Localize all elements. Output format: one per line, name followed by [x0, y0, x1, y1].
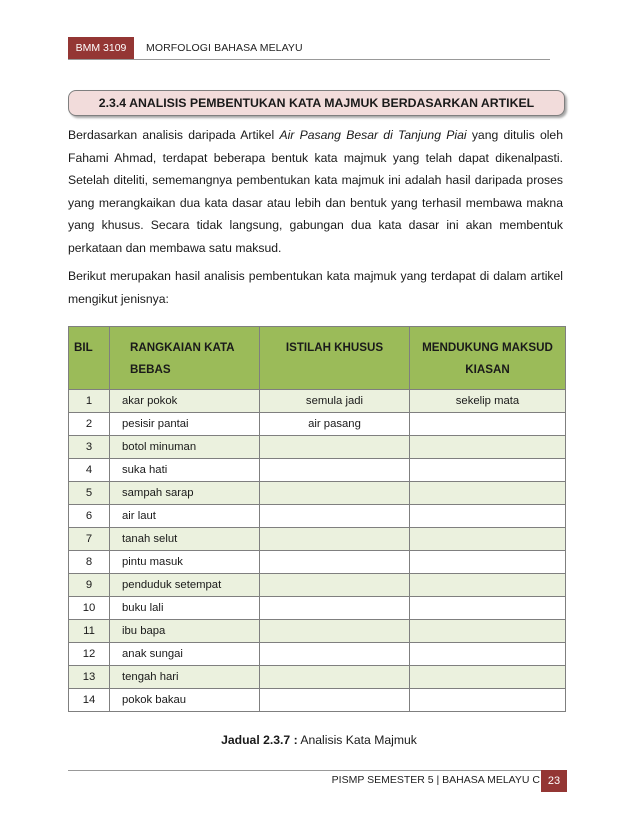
- cell-istilah: [260, 597, 410, 620]
- cell-kiasan: [410, 413, 566, 436]
- table-row: [69, 620, 566, 643]
- cell-kiasan: [410, 551, 566, 574]
- cell-bil: 12: [69, 643, 110, 666]
- cell-bil: 5: [69, 482, 110, 505]
- cell-bil: 11: [69, 620, 110, 643]
- table-row: [69, 390, 566, 413]
- cell-bil: 4: [69, 459, 110, 482]
- cell-bil: 2: [69, 413, 110, 436]
- cell-istilah: semula jadi: [260, 390, 410, 413]
- analysis-table: [68, 326, 566, 712]
- cell-kiasan: [410, 574, 566, 597]
- cell-rangkaian: tanah selut: [110, 528, 260, 551]
- page-number: 23: [547, 775, 561, 787]
- cell-rangkaian: tengah hari: [110, 666, 260, 689]
- header-kiasan: MENDUKUNG MAKSUD KIASAN: [410, 327, 566, 390]
- table-row: [69, 551, 566, 574]
- cell-kiasan: sekelip mata: [410, 390, 566, 413]
- cell-kiasan: [410, 689, 566, 712]
- cell-rangkaian: akar pokok: [110, 390, 260, 413]
- cell-bil: 9: [69, 574, 110, 597]
- table-row: [69, 643, 566, 666]
- cell-istilah: [260, 528, 410, 551]
- table-row: [69, 459, 566, 482]
- cell-istilah: [260, 643, 410, 666]
- cell-rangkaian: buku lali: [110, 597, 260, 620]
- caption-label: Jadual 2.3.7 :: [221, 733, 298, 747]
- table-caption: [0, 733, 638, 747]
- cell-kiasan: [410, 666, 566, 689]
- cell-istilah: air pasang: [260, 413, 410, 436]
- intro-text-rest: yang ditulis oleh Fahami Ahmad, terdapat beberapa bentuk kata majmuk yang telah dapat dikenalpasti. Setelah diteliti, sememangnya pembentukan kata majmuk ini adalah hasil daripada proses yang merangkaikan dua kata dasar atau lebih dan bentuk yang terhasil membawa makna yang khusus. Secara tidak langsung, gabungan dua kata dasar ini akan membentuk perkataan dan membawa satu maksud.: [68, 128, 563, 255]
- caption-text: Analisis Kata Majmuk: [297, 733, 417, 747]
- cell-kiasan: [410, 643, 566, 666]
- table-row: [69, 666, 566, 689]
- intro-text-start: Berdasarkan analisis daripada Artikel: [68, 128, 280, 142]
- cell-kiasan: [410, 620, 566, 643]
- cell-rangkaian: botol minuman: [110, 436, 260, 459]
- cell-kiasan: [410, 505, 566, 528]
- header-rangkaian: RANGKAIAN KATA BEBAS: [110, 327, 260, 390]
- table-row: [69, 597, 566, 620]
- cell-bil: 6: [69, 505, 110, 528]
- cell-istilah: [260, 459, 410, 482]
- cell-bil: 13: [69, 666, 110, 689]
- table-row: [69, 689, 566, 712]
- table-row: [69, 505, 566, 528]
- cell-kiasan: [410, 528, 566, 551]
- cell-istilah: [260, 436, 410, 459]
- section-heading: [68, 90, 565, 116]
- cell-istilah: [260, 482, 410, 505]
- cell-istilah: [260, 551, 410, 574]
- header-bil: BIL: [69, 327, 110, 390]
- table-row: [69, 482, 566, 505]
- table-row: [69, 574, 566, 597]
- table-row: [69, 528, 566, 551]
- table-header-row: [69, 327, 566, 390]
- cell-istilah: [260, 574, 410, 597]
- intro-paragraph: [68, 124, 563, 260]
- cell-kiasan: [410, 482, 566, 505]
- table-row: [69, 413, 566, 436]
- footer-text: PISMP SEMESTER 5 | BAHASA MELAYU C: [331, 774, 540, 786]
- cell-bil: 1: [69, 390, 110, 413]
- cell-bil: 14: [69, 689, 110, 712]
- cell-istilah: [260, 689, 410, 712]
- cell-rangkaian: pintu masuk: [110, 551, 260, 574]
- cell-istilah: [260, 505, 410, 528]
- cell-rangkaian: suka hati: [110, 459, 260, 482]
- cell-bil: 10: [69, 597, 110, 620]
- section-title: 2.3.4 ANALISIS PEMBENTUKAN KATA MAJMUK BERDASARKAN ARTIKEL: [98, 96, 535, 110]
- cell-bil: 8: [69, 551, 110, 574]
- course-code: BMM 3109: [75, 42, 127, 54]
- cell-istilah: [260, 666, 410, 689]
- cell-kiasan: [410, 597, 566, 620]
- cell-rangkaian: ibu bapa: [110, 620, 260, 643]
- table-row: [69, 436, 566, 459]
- article-title: Air Pasang Besar di Tanjung Piai: [279, 128, 467, 142]
- header-istilah: ISTILAH KHUSUS: [260, 327, 410, 390]
- cell-istilah: [260, 620, 410, 643]
- header-divider: [68, 59, 550, 60]
- footer-divider: [68, 770, 565, 771]
- cell-rangkaian: sampah sarap: [110, 482, 260, 505]
- cell-kiasan: [410, 436, 566, 459]
- cell-bil: 7: [69, 528, 110, 551]
- table-lead-paragraph: Berikut merupakan hasil analisis pembentukan kata majmuk yang terdapat di dalam artikel mengikut jenisnya:: [68, 269, 563, 306]
- cell-bil: 3: [69, 436, 110, 459]
- cell-rangkaian: pokok bakau: [110, 689, 260, 712]
- cell-rangkaian: penduduk setempat: [110, 574, 260, 597]
- cell-rangkaian: air laut: [110, 505, 260, 528]
- cell-rangkaian: pesisir pantai: [110, 413, 260, 436]
- course-title: MORFOLOGI BAHASA MELAYU: [146, 42, 303, 54]
- page-number-badge: [541, 770, 567, 792]
- cell-kiasan: [410, 459, 566, 482]
- cell-rangkaian: anak sungai: [110, 643, 260, 666]
- course-code-badge: [68, 37, 134, 59]
